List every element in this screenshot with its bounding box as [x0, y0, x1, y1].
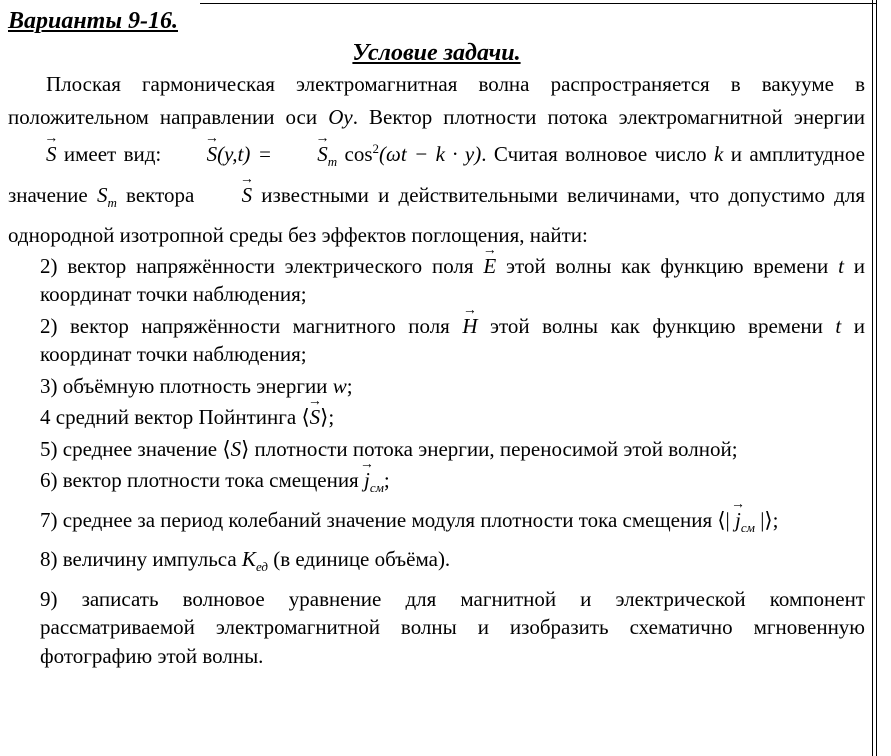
vector-h-symbol: → H: [462, 312, 477, 341]
item-text: среднее значение: [57, 436, 223, 461]
item-text: объёмную плотность энергии: [57, 373, 333, 398]
item-text: средний вектор Пойнтинга: [50, 405, 302, 429]
item-text: вектор напряжённости магнитного поля: [57, 313, 463, 338]
task-item-8: [8, 545, 865, 582]
item-text: и координат точки наблюдения;: [40, 253, 865, 306]
item-text: и координат точки наблюдения;: [40, 313, 865, 366]
intro-text-1: Плоская гармоническая электромагнитная волна распространяется в вакууме в положительном направлении оси: [8, 72, 865, 129]
item-text: ;: [346, 373, 353, 398]
variant-title: Варианты 9-16.: [8, 8, 178, 34]
item-text: ;: [328, 405, 335, 429]
vector-j-symbol: → j: [735, 506, 741, 535]
intro-text-3: имеет вид:: [56, 142, 169, 166]
formula-vector-s: → S: [169, 138, 218, 171]
task-item-9: [8, 585, 865, 671]
time-symbol: t: [835, 313, 842, 338]
time-symbol: t: [838, 253, 844, 278]
top-border-line: [200, 3, 877, 4]
energy-density-symbol: w: [332, 373, 347, 398]
item-text: величину импульса: [57, 547, 242, 571]
item-number: 6): [40, 468, 58, 492]
intro-text-7: известными и действительными величинами, что допустимо для однородной изотропной среды без эффектов поглощения, найти:: [8, 182, 865, 247]
task-item-4: 4 средний вектор Пойнтинга ⟨→ S⟩;: [8, 403, 865, 432]
formula-cos: cos: [337, 142, 373, 166]
intro-text-6: вектора: [116, 182, 204, 207]
formula-sm-subscript: m: [327, 154, 338, 169]
vector-s-symbol: → S: [8, 138, 57, 171]
item-text: этой волны как функцию времени: [496, 253, 839, 278]
item-number: 3): [40, 373, 58, 398]
item-number: 5): [40, 436, 58, 461]
j-subscript: см: [740, 519, 755, 535]
intro-text-5: и амплитудное значение: [8, 142, 865, 207]
item-text: среднее за период колебаний значение модуля плотности тока смещения: [57, 507, 718, 532]
formula-lhs: (y,t) =: [217, 142, 280, 166]
item-number: 9): [40, 586, 58, 611]
item-number: 4: [40, 405, 51, 429]
item-text: вектор плотности тока смещения: [57, 468, 364, 492]
momentum-symbol: K: [241, 547, 256, 571]
item-text: плотности потока энергии, переносимой этой волной;: [249, 436, 738, 461]
amplitude-symbol: S: [96, 182, 108, 207]
formula-power: 2: [372, 141, 380, 156]
intro-text-4: . Считая волновое число: [481, 142, 715, 166]
formula-argument: (ωt − k · y): [379, 142, 482, 166]
item-number: 8): [40, 547, 58, 571]
formula-vector-sm: → S: [279, 138, 328, 171]
task-item-2: [8, 312, 865, 369]
item-text: вектор напряжённости электрического поля: [57, 253, 484, 278]
poynting-vector-symbol: → S: [310, 403, 321, 432]
item-number: 2): [40, 253, 58, 278]
mean-s-symbol: S: [230, 436, 242, 461]
axis-symbol: Oy: [328, 104, 353, 129]
item-text: (в единице объёма).: [267, 547, 451, 571]
amplitude-subscript: m: [107, 194, 117, 210]
wave-number-symbol: k: [714, 142, 724, 166]
item-number: 2): [40, 313, 58, 338]
right-border-line: [876, 0, 877, 756]
intro-paragraph: [8, 68, 865, 252]
condition-title: Условие задачи.: [352, 40, 521, 66]
item-text: записать волновое уравнение для магнитной и электрической компонент рассматриваемой электромагнитной волны и изобразить схематично мгновенную фотографию этой волны.: [40, 586, 865, 668]
vector-j-symbol: → j: [364, 466, 370, 495]
k-subscript: ед: [255, 559, 268, 574]
intro-text-2: . Вектор плотности потока электромагнитной энергии: [352, 104, 865, 129]
task-item-7: 7) среднее за период колебаний значение модуля плотности тока смещения ⟨| → $j_{см}$ |⟩;: [8, 506, 865, 543]
item-text: ;: [383, 468, 390, 492]
task-item-1: [8, 252, 865, 309]
vector-s-symbol-2: → S: [204, 179, 253, 212]
task-item-5: 5) среднее значение ⟨S⟩ плотности потока энергии, переносимой этой волной;: [40, 436, 738, 461]
task-item-3: [8, 372, 865, 401]
item-text: ;: [772, 507, 779, 532]
right-border-line-inner: [872, 0, 873, 756]
j-subscript: см: [369, 480, 384, 495]
item-number: 7): [40, 507, 58, 532]
item-text: этой волны как функцию времени: [477, 313, 836, 338]
vector-e-symbol: → E: [483, 252, 496, 281]
